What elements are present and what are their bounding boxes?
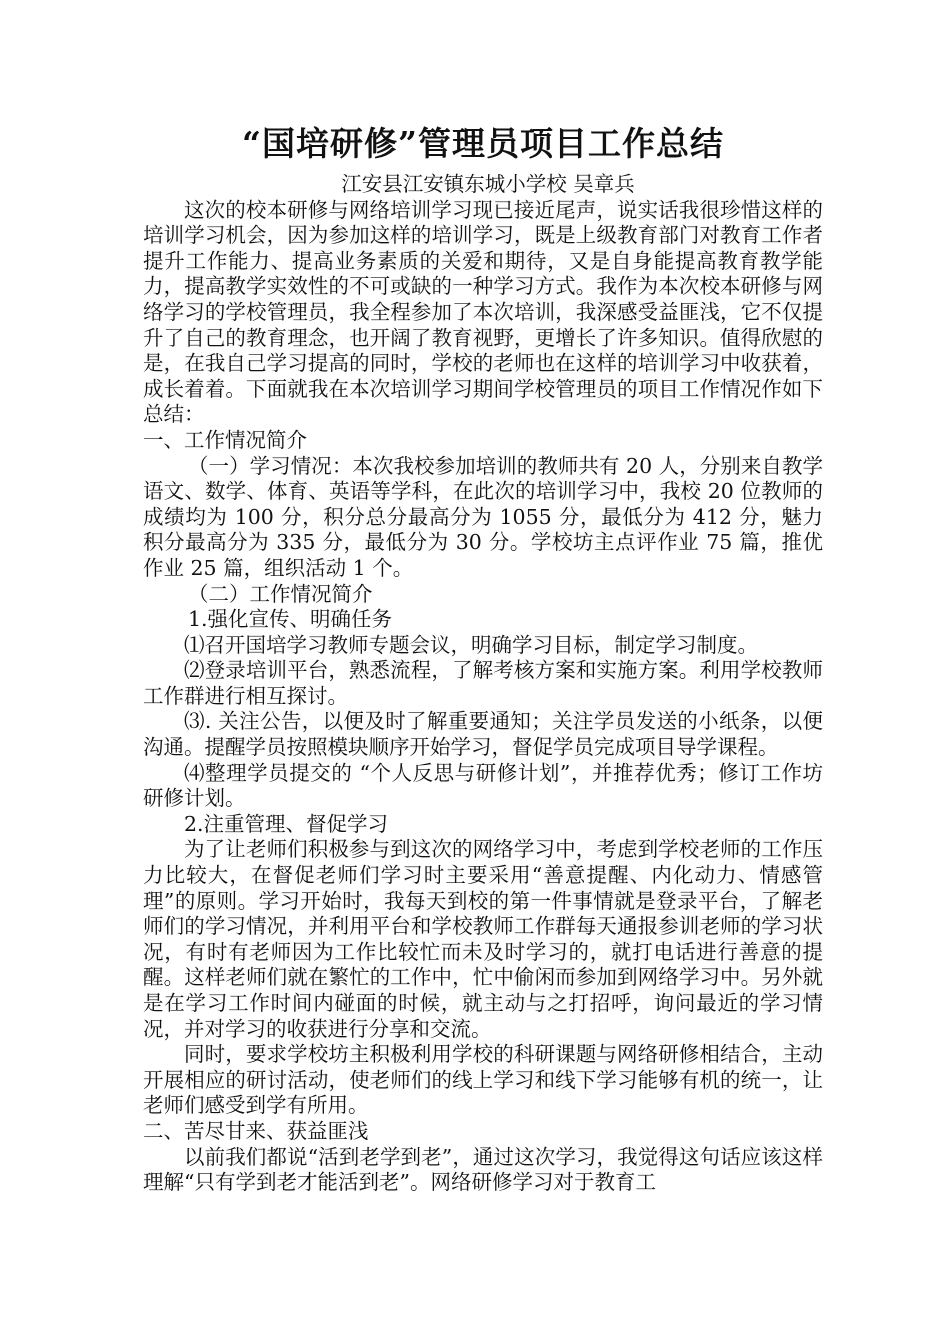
study-situation-paragraph: （一）学习情况：本次我校参加培训的教师共有 20 人，分别来自教学语文、数学、体育、英语等学科，在此次的培训学习中，我校 20 位教师的成绩均为 100 分，积分总分最高分为 1055 分，最低分为 412 分，魅力积分最高分为 335 分，最低分为 30 分。学校坊主点评作业 75 篇，推优作业 25 篇，组织活动 1 个。 <box>143 453 823 580</box>
list-item-2: ⑵登录培训平台，熟悉流程，了解考核方案和实施方案。利用学校教师工作群进行相互探讨。 <box>143 658 823 708</box>
section-heading-1: 一、工作情况简介 <box>143 427 307 452</box>
subsection-heading-publicity: 1.强化宣传、明确任务 <box>188 607 393 632</box>
list-item-3: ⑶. 关注公告，以便及时了解重要通知；关注学员发送的小纸条，以便沟通。提醒学员按照模块顺序开始学习，督促学员完成项目导学课程。 <box>143 709 823 760</box>
subsection-heading-work: （二）工作情况简介 <box>188 581 373 606</box>
research-paragraph: 同时，要求学校坊主积极利用学校的科研课题与网络研修相结合，主动开展相应的研讨活动，使老师们的线上学习和线下学习能够有机的统一，让老师们感受到学有所用。 <box>143 1042 823 1118</box>
document-title: “国培研修”管理员项目工作总结 <box>242 124 724 163</box>
list-item-4: ⑷整理学员提交的 “个人反思与研修计划”，并推荐优秀；修订工作坊研修计划。 <box>143 760 823 811</box>
closing-paragraph: 以前我们都说“活到老学到老”，通过这次学习，我觉得这句话应该这样理解“只有学到老才能活到老”。网络研修学习对于教育工 <box>143 1144 823 1195</box>
management-paragraph: 为了让老师们积极参与到这次的网络学习中，考虑到学校老师的工作压力比较大，在督促老师们学习时主要采用“善意提醒、内化动力、情感管理”的原则。学习开始时，我每天到校的第一件事情就是登录平台，了解老师们的学习情况，并利用平台和学校教师工作群每天通报参训老师的学习状况，有时有老师因为工作比较忙而未及时学习的，就打电话进行善意的提醒。这样老师们就在繁忙的工作中，忙中偷闲而参加到网络学习中。另外就是在学习工作时间内碰面的时候，就主动与之打招呼，询问最近的学习情况，并对学习的收获进行分享和交流。 <box>143 837 823 1041</box>
subsection-heading-management: 2.注重管理、督促学习 <box>184 811 389 836</box>
list-item-1: ⑴召开国培学习教师专题会议，明确学习目标，制定学习制度。 <box>184 632 758 657</box>
author-line: 江安县江安镇东城小学校 吴章兵 <box>341 172 635 196</box>
document-page <box>143 120 823 1196</box>
intro-paragraph: 这次的校本研修与网络培训学习现已接近尾声，说实话我很珍惜这样的培训学习机会，因为参加这样的培训学习，既是上级教育部门对教育工作者提升工作能力、提高业务素质的关爱和期待，又是自身能提高教育教学能力，提高教学实效性的不可或缺的一种学习方式。我作为本次校本研修与网络学习的学校管理员，我全程参加了本次培训，我深感受益匪浅，它不仅提升了自己的教育理念，也开阔了教育视野，更增长了许多知识。值得欣慰的是，在我自己学习提高的同时，学校的老师也在这样的培训学习中收获着，成长着着。下面就我在本次培训学习期间学校管理员的项目工作情况作如下总结： <box>143 197 823 427</box>
section-heading-2: 二、苦尽甘来、获益匪浅 <box>143 1118 369 1143</box>
